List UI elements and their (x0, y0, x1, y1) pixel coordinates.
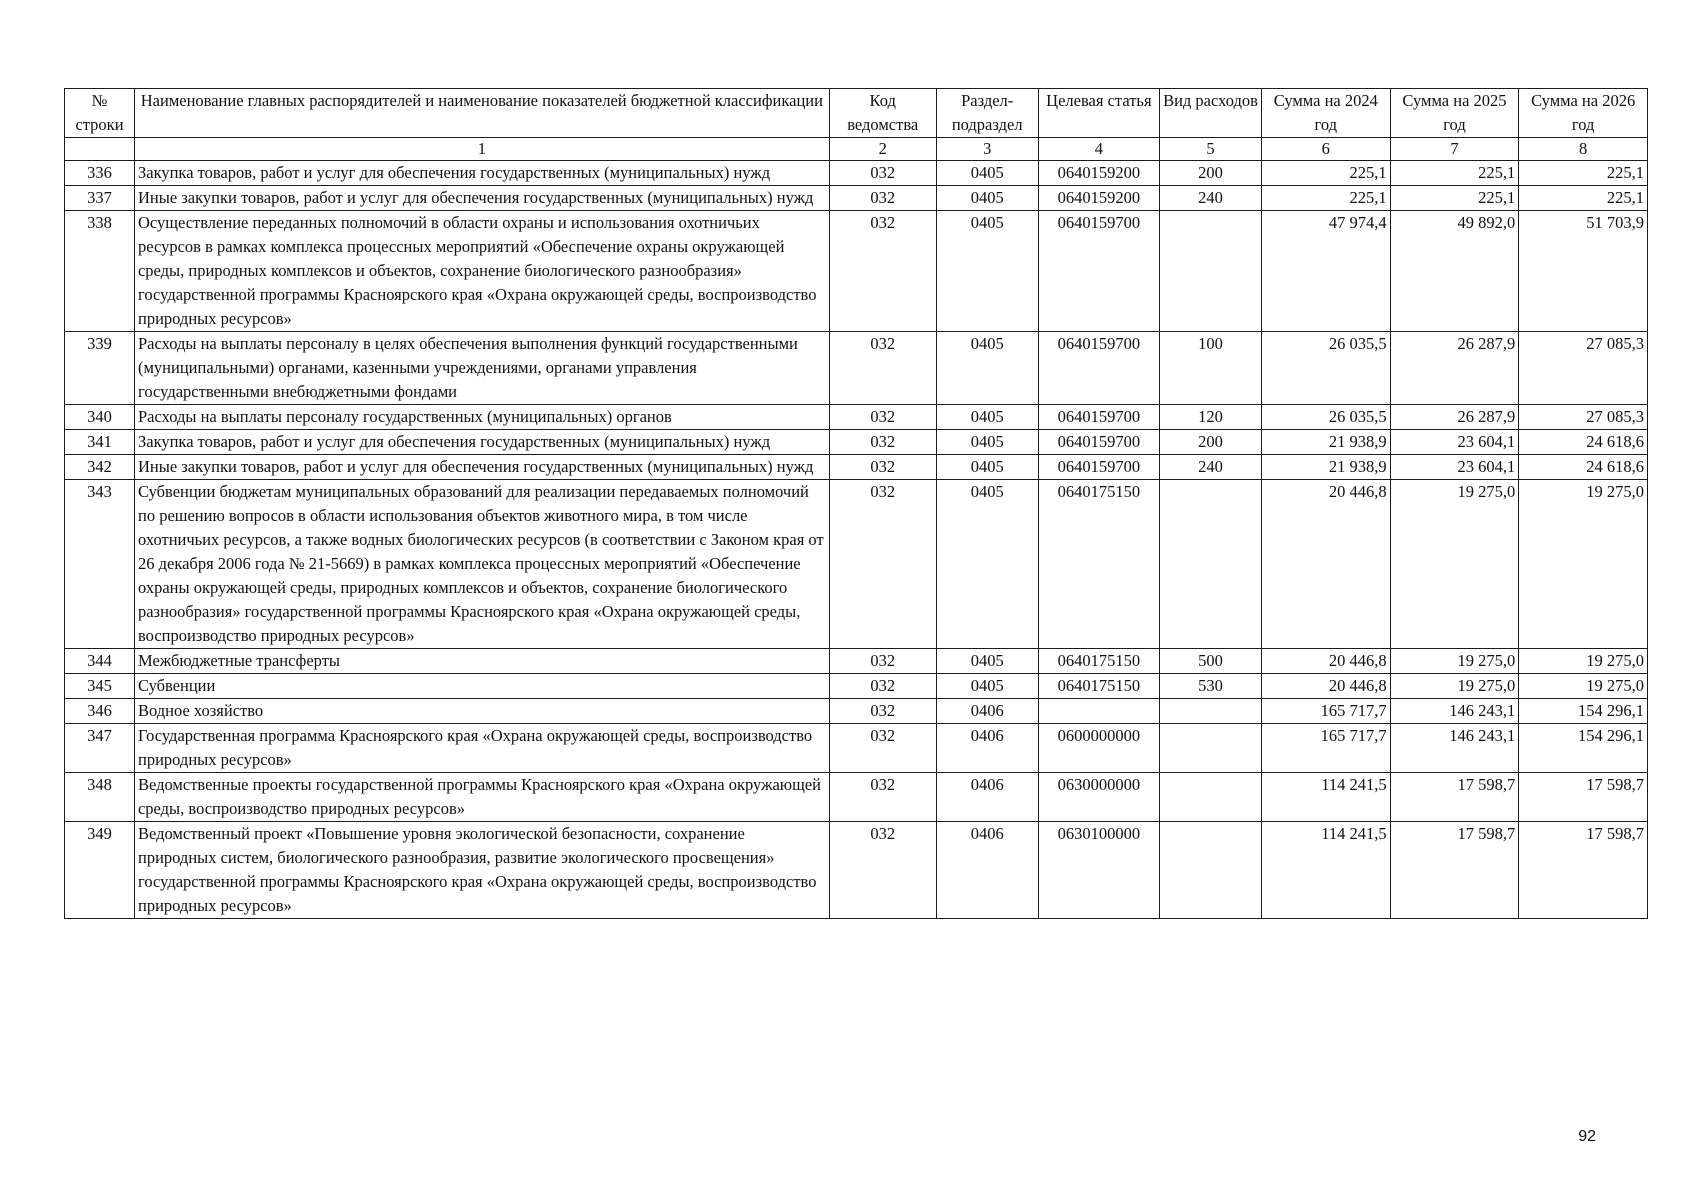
row-sum-2026: 225,1 (1519, 186, 1648, 211)
row-sum-2024: 20 446,8 (1261, 480, 1390, 649)
row-expense-type: 240 (1160, 186, 1262, 211)
row-number: 340 (65, 405, 135, 430)
row-sum-2024: 225,1 (1261, 186, 1390, 211)
row-number: 341 (65, 430, 135, 455)
header-name: Наименование главных распорядителей и наименование показателей бюджетной классификации (134, 89, 829, 138)
row-name: Государственная программа Красноярского края «Охрана окружающей среды, воспроизводство природных ресурсов» (134, 724, 829, 773)
row-sum-2024: 165 717,7 (1261, 724, 1390, 773)
row-expense-type: 530 (1160, 674, 1262, 699)
row-sum-2025: 17 598,7 (1390, 773, 1519, 822)
row-name: Закупка товаров, работ и услуг для обеспечения государственных (муниципальных) нужд (134, 161, 829, 186)
table-row (65, 161, 1648, 186)
row-name: Водное хозяйство (134, 699, 829, 724)
column-number: 3 (936, 138, 1038, 161)
row-target-article: 0640159700 (1038, 211, 1159, 332)
table-row (65, 649, 1648, 674)
row-sum-2025: 23 604,1 (1390, 430, 1519, 455)
row-dept-code: 032 (829, 480, 936, 649)
row-section: 0405 (936, 161, 1038, 186)
row-sum-2024: 26 035,5 (1261, 332, 1390, 405)
row-dept-code: 032 (829, 773, 936, 822)
row-dept-code: 032 (829, 211, 936, 332)
row-target-article: 0630000000 (1038, 773, 1159, 822)
row-section: 0406 (936, 724, 1038, 773)
row-sum-2024: 114 241,5 (1261, 822, 1390, 919)
row-name: Ведомственный проект «Повышение уровня экологической безопасности, сохранение природных систем, биологического разнообразия, развитие экологического просвещения» государственной программы Красноярского края «Охрана окружающей среды, воспроизводство природных ресурсов» (134, 822, 829, 919)
row-sum-2025: 19 275,0 (1390, 674, 1519, 699)
row-name: Расходы на выплаты персоналу государственных (муниципальных) органов (134, 405, 829, 430)
budget-table (64, 88, 1648, 919)
row-section: 0406 (936, 822, 1038, 919)
row-dept-code: 032 (829, 161, 936, 186)
row-number: 338 (65, 211, 135, 332)
row-number: 349 (65, 822, 135, 919)
row-expense-type (1160, 724, 1262, 773)
row-name: Иные закупки товаров, работ и услуг для обеспечения государственных (муниципальных) нужд (134, 186, 829, 211)
row-sum-2024: 20 446,8 (1261, 674, 1390, 699)
row-dept-code: 032 (829, 699, 936, 724)
row-sum-2025: 225,1 (1390, 161, 1519, 186)
header-row-number: № строки (65, 89, 135, 138)
row-expense-type: 120 (1160, 405, 1262, 430)
column-number: 4 (1038, 138, 1159, 161)
column-number: 8 (1519, 138, 1648, 161)
row-sum-2024: 225,1 (1261, 161, 1390, 186)
row-sum-2025: 225,1 (1390, 186, 1519, 211)
row-sum-2026: 19 275,0 (1519, 674, 1648, 699)
row-sum-2026: 27 085,3 (1519, 332, 1648, 405)
row-name: Субвенции (134, 674, 829, 699)
row-sum-2025: 23 604,1 (1390, 455, 1519, 480)
row-section: 0406 (936, 773, 1038, 822)
column-number: 2 (829, 138, 936, 161)
table-row (65, 699, 1648, 724)
row-target-article: 0640159200 (1038, 161, 1159, 186)
table-row (65, 773, 1648, 822)
row-sum-2024: 21 938,9 (1261, 430, 1390, 455)
table-header-row (65, 89, 1648, 138)
column-number: 7 (1390, 138, 1519, 161)
row-target-article: 0600000000 (1038, 724, 1159, 773)
row-sum-2025: 146 243,1 (1390, 724, 1519, 773)
row-sum-2026: 19 275,0 (1519, 480, 1648, 649)
row-number: 345 (65, 674, 135, 699)
row-section: 0405 (936, 480, 1038, 649)
row-section: 0405 (936, 649, 1038, 674)
row-sum-2025: 146 243,1 (1390, 699, 1519, 724)
row-target-article: 0630100000 (1038, 822, 1159, 919)
row-sum-2026: 24 618,6 (1519, 430, 1648, 455)
row-sum-2025: 49 892,0 (1390, 211, 1519, 332)
table-row (65, 211, 1648, 332)
row-section: 0405 (936, 674, 1038, 699)
row-sum-2025: 26 287,9 (1390, 332, 1519, 405)
row-number: 336 (65, 161, 135, 186)
row-dept-code: 032 (829, 674, 936, 699)
row-sum-2024: 21 938,9 (1261, 455, 1390, 480)
column-number: 6 (1261, 138, 1390, 161)
row-sum-2026: 17 598,7 (1519, 773, 1648, 822)
header-expense-type: Вид расходов (1160, 89, 1262, 138)
row-sum-2026: 24 618,6 (1519, 455, 1648, 480)
row-section: 0405 (936, 405, 1038, 430)
column-number: 5 (1160, 138, 1262, 161)
row-name: Ведомственные проекты государственной программы Красноярского края «Охрана окружающей среды, воспроизводство природных ресурсов» (134, 773, 829, 822)
row-dept-code: 032 (829, 332, 936, 405)
row-dept-code: 032 (829, 724, 936, 773)
row-expense-type (1160, 773, 1262, 822)
row-expense-type (1160, 480, 1262, 649)
row-dept-code: 032 (829, 822, 936, 919)
table-row (65, 480, 1648, 649)
row-section: 0405 (936, 430, 1038, 455)
row-sum-2024: 20 446,8 (1261, 649, 1390, 674)
row-name: Расходы на выплаты персоналу в целях обеспечения выполнения функций государственными (муниципальными) органами, казенными учреждениями, органами управления государственными внебюджетными фондами (134, 332, 829, 405)
row-expense-type: 100 (1160, 332, 1262, 405)
row-name: Закупка товаров, работ и услуг для обеспечения государственных (муниципальных) нужд (134, 430, 829, 455)
row-target-article: 0640175150 (1038, 649, 1159, 674)
row-sum-2024: 165 717,7 (1261, 699, 1390, 724)
row-expense-type: 500 (1160, 649, 1262, 674)
row-number: 339 (65, 332, 135, 405)
table-row (65, 405, 1648, 430)
row-expense-type: 200 (1160, 161, 1262, 186)
row-dept-code: 032 (829, 186, 936, 211)
row-section: 0405 (936, 186, 1038, 211)
row-sum-2025: 19 275,0 (1390, 649, 1519, 674)
row-sum-2025: 17 598,7 (1390, 822, 1519, 919)
row-section: 0406 (936, 699, 1038, 724)
header-sum-2025: Сумма на 2025 год (1390, 89, 1519, 138)
row-sum-2025: 19 275,0 (1390, 480, 1519, 649)
table-row (65, 332, 1648, 405)
row-target-article: 0640159700 (1038, 405, 1159, 430)
column-number-blank (65, 138, 135, 161)
row-dept-code: 032 (829, 430, 936, 455)
row-section: 0405 (936, 332, 1038, 405)
row-number: 344 (65, 649, 135, 674)
row-target-article (1038, 699, 1159, 724)
table-row (65, 186, 1648, 211)
row-section: 0405 (936, 455, 1038, 480)
row-expense-type: 240 (1160, 455, 1262, 480)
header-dept-code: Код ведомства (829, 89, 936, 138)
row-sum-2026: 27 085,3 (1519, 405, 1648, 430)
header-target-article: Целевая статья (1038, 89, 1159, 138)
row-name: Субвенции бюджетам муниципальных образований для реализации передаваемых полномочий по решению вопросов в области использования объектов животного мира, в том числе охотничьих ресурсов, а также водных биологических ресурсов (в соответствии с Законом края от 26 декабря 2006 года № 21-5669) в рамках комплекса процессных мероприятий «Обеспечение охраны окружающей среды, природных комплексов и объектов, сохранение биологического разнообразия» государственной программы Красноярского края «Охрана окружающей среды, воспроизводство природных ресурсов» (134, 480, 829, 649)
row-expense-type: 200 (1160, 430, 1262, 455)
row-number: 346 (65, 699, 135, 724)
row-number: 342 (65, 455, 135, 480)
row-name: Иные закупки товаров, работ и услуг для обеспечения государственных (муниципальных) нужд (134, 455, 829, 480)
table-row (65, 674, 1648, 699)
row-target-article: 0640159700 (1038, 332, 1159, 405)
row-number: 348 (65, 773, 135, 822)
row-sum-2025: 26 287,9 (1390, 405, 1519, 430)
row-sum-2026: 17 598,7 (1519, 822, 1648, 919)
row-sum-2024: 26 035,5 (1261, 405, 1390, 430)
row-name: Межбюджетные трансферты (134, 649, 829, 674)
row-number: 347 (65, 724, 135, 773)
row-target-article: 0640159700 (1038, 430, 1159, 455)
row-name: Осуществление переданных полномочий в области охраны и использования охотничьих ресурсов в рамках комплекса процессных мероприятий «Обеспечение охраны окружающей среды, природных комплексов и объектов, сохранение биологического разнообразия» государственной программы Красноярского края «Охрана окружающей среды, воспроизводство природных ресурсов» (134, 211, 829, 332)
header-section: Раздел-подраздел (936, 89, 1038, 138)
row-sum-2024: 114 241,5 (1261, 773, 1390, 822)
row-dept-code: 032 (829, 455, 936, 480)
row-expense-type (1160, 211, 1262, 332)
row-sum-2026: 154 296,1 (1519, 699, 1648, 724)
header-sum-2026: Сумма на 2026 год (1519, 89, 1648, 138)
header-sum-2024: Сумма на 2024 год (1261, 89, 1390, 138)
row-sum-2026: 19 275,0 (1519, 649, 1648, 674)
row-target-article: 0640159200 (1038, 186, 1159, 211)
row-target-article: 0640175150 (1038, 480, 1159, 649)
row-target-article: 0640175150 (1038, 674, 1159, 699)
table-row (65, 822, 1648, 919)
table-row (65, 724, 1648, 773)
row-dept-code: 032 (829, 649, 936, 674)
row-expense-type (1160, 699, 1262, 724)
column-number: 1 (134, 138, 829, 161)
page-number: 92 (1578, 1128, 1596, 1145)
row-target-article: 0640159700 (1038, 455, 1159, 480)
row-sum-2026: 154 296,1 (1519, 724, 1648, 773)
row-dept-code: 032 (829, 405, 936, 430)
row-number: 337 (65, 186, 135, 211)
row-sum-2026: 225,1 (1519, 161, 1648, 186)
row-section: 0405 (936, 211, 1038, 332)
table-row (65, 455, 1648, 480)
table-row (65, 430, 1648, 455)
row-expense-type (1160, 822, 1262, 919)
column-number-row (65, 138, 1648, 161)
row-sum-2024: 47 974,4 (1261, 211, 1390, 332)
row-number: 343 (65, 480, 135, 649)
row-sum-2026: 51 703,9 (1519, 211, 1648, 332)
